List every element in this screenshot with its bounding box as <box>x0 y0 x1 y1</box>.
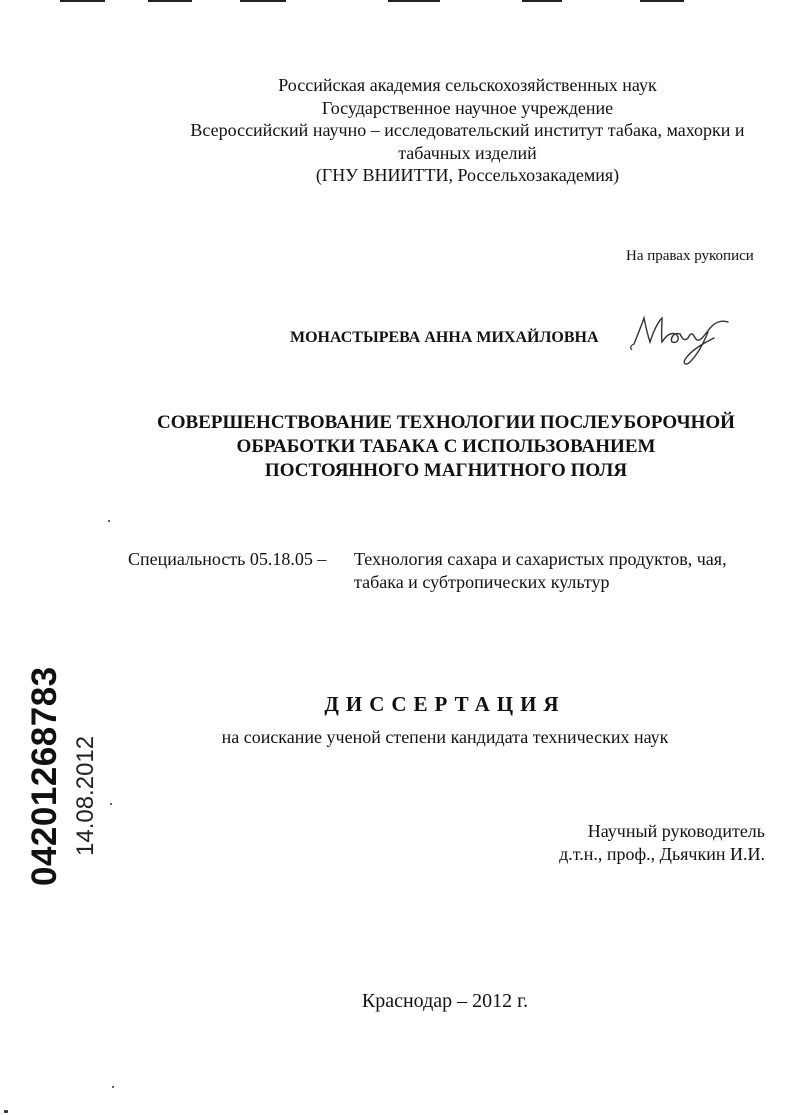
institution-line: (ГНУ ВНИИТТИ, Россельхозакадемия) <box>315 165 620 185</box>
specialty-label: Специальность 05.18.05 – <box>128 549 327 569</box>
specialty-line: Технология сахара и сахаристых продуктов, чая, <box>354 549 727 569</box>
scan-artifact <box>640 0 684 2</box>
stamp-date: 14.08.2012 <box>72 735 99 856</box>
scan-artifact <box>388 0 440 2</box>
title-line: ПОСТОЯННОГО МАГНИТНОГО ПОЛЯ <box>264 460 628 481</box>
scan-artifact <box>522 0 562 2</box>
manuscript-note: На правах рукописи <box>626 248 754 264</box>
city-year: Краснодар – 2012 г. <box>361 990 529 1012</box>
supervisor-role: Научный руководитель <box>587 821 765 841</box>
institution-header <box>170 74 765 187</box>
institution-line: Российская академия сельскохозяйственных наук <box>278 75 657 95</box>
scan-speck <box>112 1086 114 1088</box>
author-name: МОНАСТЫРЕВА АННА МИХАЙЛОВНА <box>290 329 599 346</box>
title-line: СОВЕРШЕНСТВОВАНИЕ ТЕХНОЛОГИИ ПОСЛЕУБОРОЧНОЙ <box>157 412 735 433</box>
scan-speck <box>110 803 112 805</box>
title-line: ОБРАБОТКИ ТАБАКА С ИСПОЛЬЗОВАНИЕМ <box>236 436 656 457</box>
signature <box>628 312 738 374</box>
supervisor-name: д.т.н., проф., Дьячкин И.И. <box>559 843 765 864</box>
scan-speck <box>4 1110 8 1113</box>
scan-artifact <box>148 0 192 2</box>
stamp-number: 04201268783 <box>25 666 64 886</box>
specialty-description <box>354 548 727 593</box>
scan-artifact <box>240 0 286 2</box>
institution-line: Всероссийский научно – исследовательский институт табака, махорки и <box>190 120 745 140</box>
scan-speck <box>108 520 110 522</box>
institution-line: Государственное научное учреждение <box>321 97 614 118</box>
dissertation-title <box>110 411 782 483</box>
scan-artifact <box>60 0 105 2</box>
dissertation-heading: ДИССЕРТАЦИЯ <box>324 692 566 716</box>
supervisor-block <box>540 820 765 865</box>
specialty-line: табака и субтропических культур <box>354 571 610 592</box>
dissertation-subtitle: на соискание ученой степени кандидата технических наук <box>221 727 669 747</box>
institution-line: табачных изделий <box>398 142 537 163</box>
